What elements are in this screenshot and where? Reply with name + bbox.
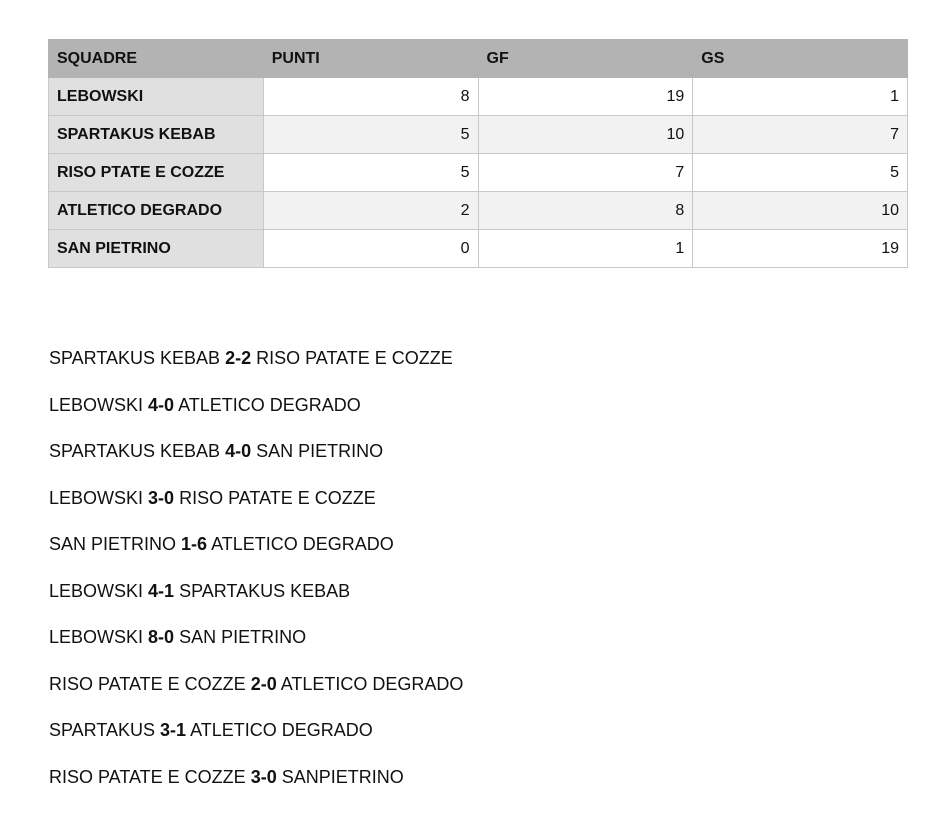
header-gf: GF <box>478 40 693 78</box>
gf-cell: 8 <box>478 192 693 230</box>
match-score: 4-1 <box>148 580 175 601</box>
match-result <box>49 666 463 713</box>
punti-cell: 5 <box>263 154 478 192</box>
home-team: SAN PIETRINO <box>49 534 177 554</box>
gs-cell: 7 <box>693 116 908 154</box>
match-score: 1-6 <box>181 534 208 554</box>
home-team: LEBOWSKI <box>49 394 144 415</box>
away-team: ATLETICO DEGRADO <box>211 534 394 554</box>
team-cell: SPARTAKUS KEBAB <box>49 116 264 154</box>
gf-cell: 10 <box>478 116 693 154</box>
gs-cell: 10 <box>693 192 908 230</box>
punti-cell: 2 <box>263 192 478 230</box>
team-cell: LEBOWSKI <box>49 78 264 116</box>
away-team: ATLETICO DEGRADO <box>178 394 361 415</box>
away-team: RISO PATATE E COZZE <box>256 348 453 368</box>
team-cell: RISO PTATE E COZZE <box>49 154 264 192</box>
match-result <box>49 387 463 434</box>
punti-cell: 8 <box>263 78 478 116</box>
match-score: 3-0 <box>148 487 175 508</box>
away-team: ATLETICO DEGRADO <box>280 673 464 694</box>
table-row <box>49 154 908 192</box>
match-result <box>49 526 463 573</box>
away-team: SANPIETRINO <box>281 766 404 787</box>
home-team: SPARTAKUS <box>49 720 156 740</box>
gf-cell: 19 <box>478 78 693 116</box>
home-team: RISO PATATE E COZZE <box>49 673 246 694</box>
header-squadre: SQUADRE <box>49 40 264 78</box>
match-result <box>49 480 463 527</box>
gs-cell: 1 <box>693 78 908 116</box>
away-team: SPARTAKUS KEBAB <box>179 580 351 601</box>
punti-cell: 5 <box>263 116 478 154</box>
match-result <box>49 712 463 759</box>
table-header-row <box>49 40 908 78</box>
match-score: 2-0 <box>250 673 277 694</box>
match-score: 4-0 <box>148 394 175 415</box>
match-score: 4-0 <box>225 441 252 461</box>
home-team: SPARTAKUS KEBAB <box>49 348 221 368</box>
home-team: LEBOWSKI <box>49 627 144 647</box>
match-results-list <box>49 340 463 805</box>
match-result <box>49 433 463 480</box>
table-row <box>49 230 908 268</box>
gf-cell: 7 <box>478 154 693 192</box>
gs-cell: 5 <box>693 154 908 192</box>
standings-table <box>48 39 908 268</box>
punti-cell: 0 <box>263 230 478 268</box>
home-team: SPARTAKUS KEBAB <box>49 441 221 461</box>
header-gs: GS <box>693 40 908 78</box>
match-result <box>49 340 463 387</box>
match-score: 8-0 <box>148 627 175 647</box>
home-team: LEBOWSKI <box>49 487 144 508</box>
match-result <box>49 619 463 666</box>
match-result <box>49 759 463 806</box>
match-score: 3-0 <box>250 766 277 787</box>
match-score: 3-1 <box>160 720 187 740</box>
match-score: 2-2 <box>225 348 252 368</box>
away-team: RISO PATATE E COZZE <box>179 487 376 508</box>
gf-cell: 1 <box>478 230 693 268</box>
table-row <box>49 78 908 116</box>
home-team: RISO PATATE E COZZE <box>49 766 246 787</box>
away-team: SAN PIETRINO <box>179 627 307 647</box>
match-result <box>49 573 463 620</box>
home-team: LEBOWSKI <box>49 580 144 601</box>
team-cell: ATLETICO DEGRADO <box>49 192 264 230</box>
away-team: ATLETICO DEGRADO <box>190 720 373 740</box>
table-row <box>49 192 908 230</box>
gs-cell: 19 <box>693 230 908 268</box>
table-row <box>49 116 908 154</box>
team-cell: SAN PIETRINO <box>49 230 264 268</box>
header-punti: PUNTI <box>263 40 478 78</box>
away-team: SAN PIETRINO <box>256 441 384 461</box>
